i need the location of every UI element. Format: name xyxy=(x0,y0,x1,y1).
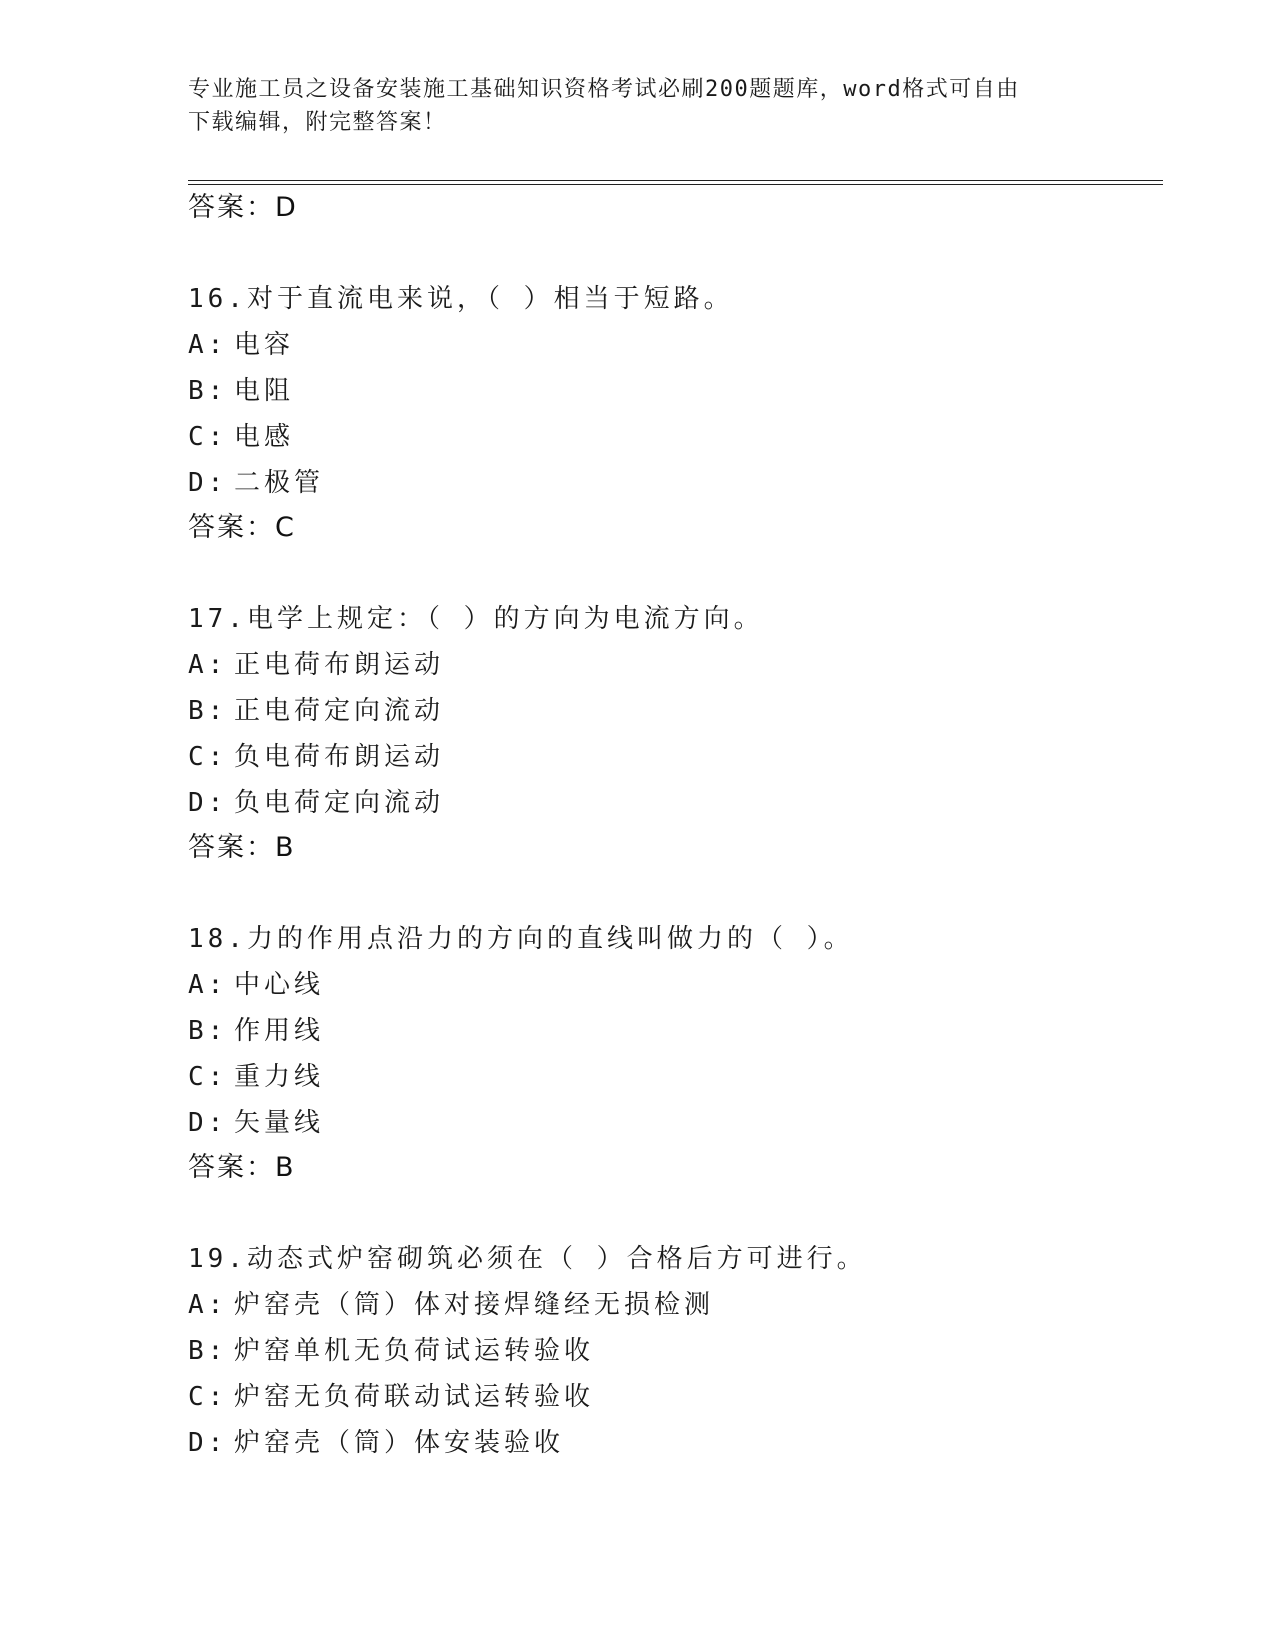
option-b xyxy=(188,688,1148,734)
question-text: 18.力的作用点沿力的方向的直线叫做力的（ ）。 xyxy=(188,924,854,954)
option-text: 重力线 xyxy=(234,1062,325,1092)
option-key: B: xyxy=(188,1336,228,1366)
option-b xyxy=(188,1328,1148,1374)
option-text: 电容 xyxy=(234,330,295,360)
option-key: D: xyxy=(188,788,228,818)
option-a xyxy=(188,1282,1148,1328)
option-text: 电阻 xyxy=(234,376,295,406)
option-d xyxy=(188,460,1148,506)
option-text: 矢量线 xyxy=(234,1108,325,1138)
option-key: B: xyxy=(188,376,228,406)
option-key: A: xyxy=(188,970,228,1000)
question-block-17 xyxy=(188,596,1148,870)
option-text: 负电荷定向流动 xyxy=(234,788,445,818)
option-text: 中心线 xyxy=(234,970,325,1000)
option-key: D: xyxy=(188,1108,228,1138)
option-text: 负电荷布朗运动 xyxy=(234,742,445,772)
option-key: D: xyxy=(188,1428,228,1458)
option-b xyxy=(188,368,1148,414)
header-divider-top xyxy=(188,180,1163,181)
option-d xyxy=(188,1100,1148,1146)
option-a xyxy=(188,962,1148,1008)
option-a xyxy=(188,642,1148,688)
answer-17: 答案：B xyxy=(188,832,296,863)
option-text: 正电荷定向流动 xyxy=(234,696,445,726)
option-key: A: xyxy=(188,330,228,360)
option-key: C: xyxy=(188,1382,228,1412)
option-d xyxy=(188,780,1148,826)
header-divider-bottom xyxy=(188,184,1163,185)
header-line-1: 专业施工员之设备安装施工基础知识资格考试必刷200题题库，word格式可自由 xyxy=(188,77,1020,102)
option-key: B: xyxy=(188,696,228,726)
question-text: 19.动态式炉窑砌筑必须在（ ）合格后方可进行。 xyxy=(188,1244,867,1274)
question-block-19 xyxy=(188,1236,1148,1466)
option-c xyxy=(188,414,1148,460)
option-a xyxy=(188,322,1148,368)
option-key: B: xyxy=(188,1016,228,1046)
option-key: A: xyxy=(188,650,228,680)
option-text: 炉窑单机无负荷试运转验收 xyxy=(234,1336,595,1366)
question-block-16 xyxy=(188,276,1148,550)
option-b xyxy=(188,1008,1148,1054)
answer-18: 答案：B xyxy=(188,1152,296,1183)
document-header xyxy=(188,73,1088,139)
option-key: C: xyxy=(188,422,228,452)
option-text: 炉窑壳（筒）体对接焊缝经无损检测 xyxy=(234,1290,715,1320)
question-block-18 xyxy=(188,916,1148,1190)
option-key: D: xyxy=(188,468,228,498)
option-text: 电感 xyxy=(234,422,295,452)
option-key: C: xyxy=(188,742,228,772)
option-text: 炉窑壳（筒）体安装验收 xyxy=(234,1428,565,1458)
header-line-2: 下载编辑，附完整答案！ xyxy=(188,110,447,135)
option-key: A: xyxy=(188,1290,228,1320)
option-text: 作用线 xyxy=(234,1016,325,1046)
option-c xyxy=(188,734,1148,780)
option-c xyxy=(188,1054,1148,1100)
option-d xyxy=(188,1420,1148,1466)
option-key: C: xyxy=(188,1062,228,1092)
question-text: 17.电学上规定：（ ）的方向为电流方向。 xyxy=(188,604,764,634)
option-text: 炉窑无负荷联动试运转验收 xyxy=(234,1382,595,1412)
option-c xyxy=(188,1374,1148,1420)
option-text: 二极管 xyxy=(234,468,325,498)
option-text: 正电荷布朗运动 xyxy=(234,650,445,680)
question-text: 16.对于直流电来说，（ ）相当于短路。 xyxy=(188,284,734,314)
answer-15: 答案：D xyxy=(188,192,298,223)
answer-16: 答案：C xyxy=(188,512,296,543)
